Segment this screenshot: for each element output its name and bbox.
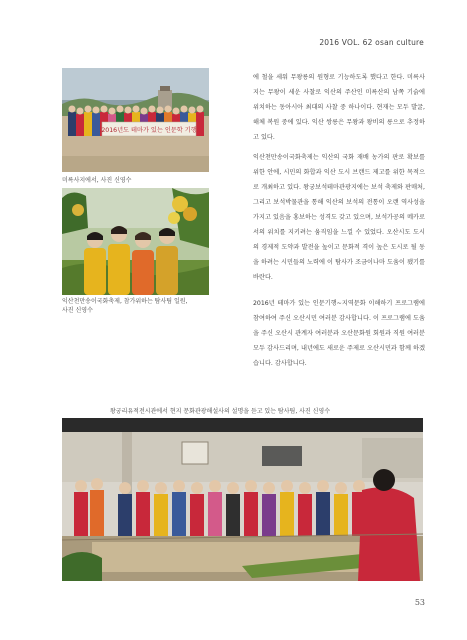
photo-mireuksa-image <box>62 68 209 172</box>
paragraph-thanks: 2016년 테마가 있는 인문기행~지역문화 이해하기 프로그램에 참여하여 주신 오산시민 여러분 감사합니다. 이 프로그램에 도움을 주신 오산시 관계자 여러분과 오산문화원 회원과 직원 여러분 모두 감사드리며, 내년에도 새로운 주제로 오산시민과 함께 하겠습니다. 감사합니다. <box>253 300 425 367</box>
paragraph-mireuksa: 에 철을 세워 무왕릉의 원형로 기능하도록 했다고 한다. 미륵사지는 무왕이 세운 사찰로 익산의 주산인 미륵산의 남쪽 기슭에 위치하는 동아시아 최대의 사찰 중 하나이다. 현재는 모두 발굴, 해체 복원 중에 있다. 익산 쌍릉은 무왕과 왕비의 릉으로 추정하고 있다. <box>253 74 425 141</box>
paragraph-festival: 익산천만송이국화축제는 익산의 국화 재배 농가의 판로 확보를 위한 안에, 시민의 화합과 익산 도시 브랜드 제고를 위한 목적으로 개최하고 있다. 왕궁보석테마관광지에는 보석 축제와 판매처, 그리고 보석박물관을 통해 익산의 보석의 전통이 오랜 역사성을 가지고 있음을 홍보하는 성격도 갖고 있으며, 보석가공의 메카로서의 위치를 지키려는 움직임을 느낄 수 있었다. 오산시도 도시의 경제적 도약과 발전을 높이고 문화적 격이 높은 도시로 될 동을 하려는 시민들의 노력에 이 탐사가 조금이나마 도움이 됐기를 바란다. <box>253 154 425 281</box>
photo-museum-tour <box>62 418 423 581</box>
photo-museum-image <box>62 418 423 581</box>
caption-festival-line1: 익산천만송이국화축제, 참가위하는 탐사팀 일원, <box>62 298 188 305</box>
banner-text: 2016년도 테마가 있는 인문학 기행 <box>101 127 197 134</box>
page-number: 53 <box>414 598 425 607</box>
photo-chrysanthemum-festival <box>62 188 209 295</box>
photo-mireuksa-group <box>62 68 209 172</box>
photo-festival-image <box>62 188 209 295</box>
page-header: 2016 VOL. 62 osan culture <box>319 38 424 47</box>
caption-festival <box>62 297 187 315</box>
caption-mireuksa: 미륵사지에서, 사진 신영수 <box>62 177 132 184</box>
caption-museum: 왕궁리유적전시관에서 현지 문화관광해설사의 설명을 듣고 있는 탐사팀, 사진 신영수 <box>110 408 331 415</box>
caption-festival-line2: 사진 신영수 <box>62 307 93 314</box>
